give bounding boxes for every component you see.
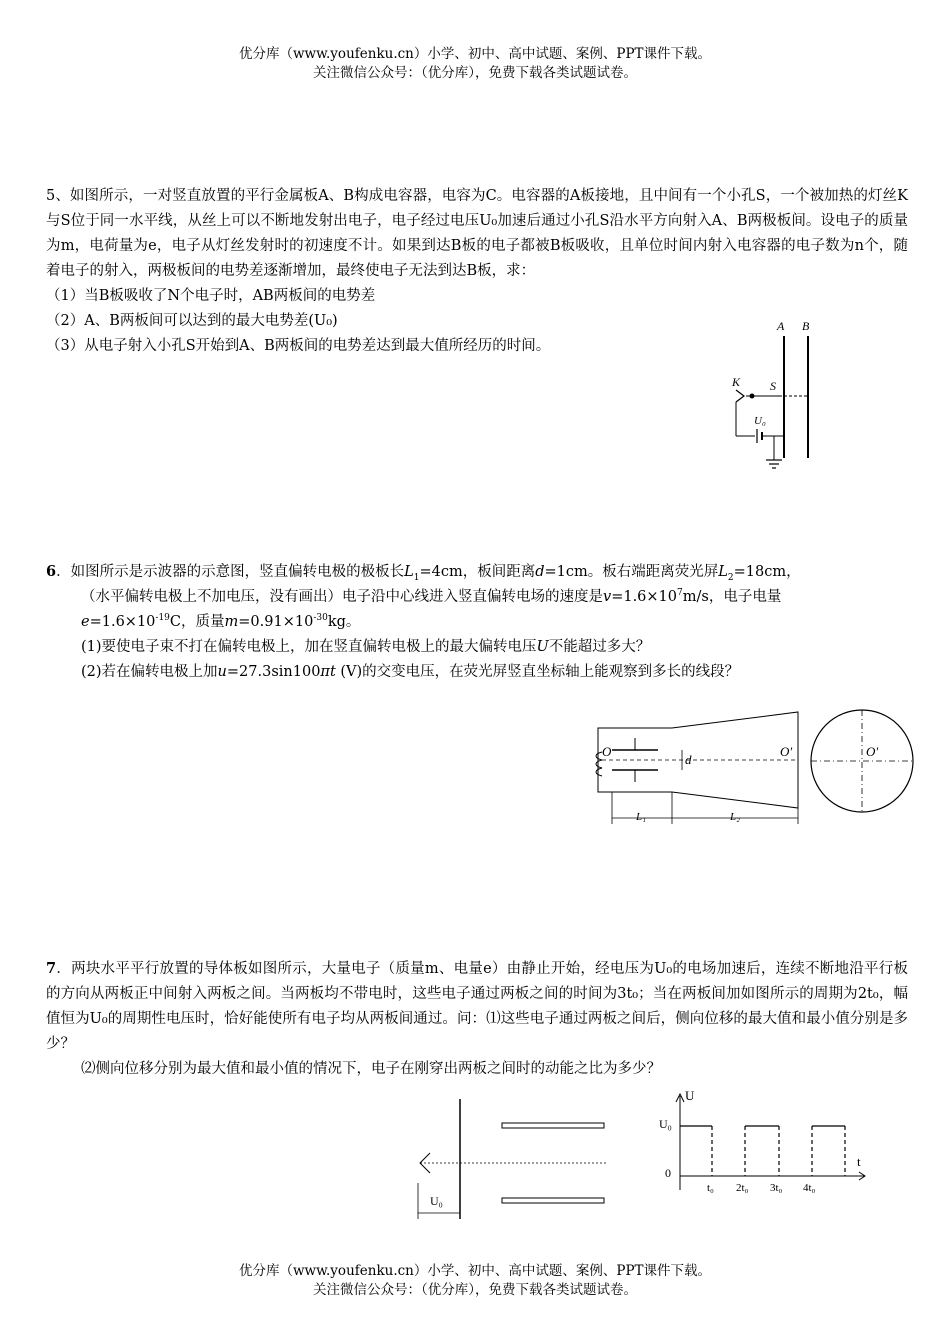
q6-label-l1: L₁	[636, 811, 646, 823]
q7-voltage-graph	[655, 1088, 870, 1200]
page-header	[0, 45, 950, 83]
q5-label-b: B	[802, 319, 810, 333]
q6-sym-u-cap: U	[536, 639, 549, 655]
q6-sym-pi-t: πt	[320, 664, 336, 680]
q5-capacitor-figure	[722, 318, 822, 483]
q6-exp-m: -30	[313, 613, 328, 624]
q6-exp-v: 7	[677, 588, 683, 599]
q7-plates-figure	[410, 1095, 610, 1225]
q7-tick-3: 3t₀	[770, 1182, 783, 1194]
q6-text-1: ．如图所示是示波器的示意图，竖直偏转电极的极板长	[56, 564, 405, 580]
q7-top-plate	[502, 1123, 604, 1128]
q5-part-2: （2）A、B两板间可以达到的最大电势差(U₀)	[46, 313, 338, 329]
q7-intro	[46, 956, 908, 1057]
q5-part-3: （3）从电子射入小孔S开始到A、B两板间的电势差达到最大值所经历的时间。	[46, 338, 551, 354]
header-line-1: 优分库（www.youfenku.cn）小学、初中、高中试题、案例、PPT课件下载。	[238, 46, 712, 62]
q6-part-2-text-b: =27.3sin100	[226, 664, 321, 680]
q6-tube-outline	[598, 712, 798, 808]
q6-label-o-prime-screen: O′	[866, 744, 879, 759]
q7-tick-4: 4t₀	[803, 1182, 816, 1194]
q6-label-o-prime-tube: O′	[780, 744, 793, 759]
q5-filament-k	[736, 390, 744, 402]
q5-label-a: A	[777, 319, 785, 333]
q6-sym-d: d	[535, 564, 545, 580]
q7-axis-y-label: U	[685, 1088, 695, 1103]
q7-y-level-label: U₀	[659, 1117, 672, 1131]
q6-sub-l1: 1	[413, 572, 420, 583]
q5-part-1: （1）当B板吸收了N个电子时，AB两板间的电势差	[46, 288, 376, 304]
q6-text-3: =1cm。板右端距离荧光屏	[544, 564, 719, 580]
q6-text-8: =1.6×10	[89, 614, 156, 630]
q6-part-2-text-c: (V)的交变电压，在荧光屏竖直坐标轴上能观察到多长的线段？	[335, 664, 740, 680]
q6-part-1	[46, 635, 908, 660]
q6-text-2: =4cm，板间距离	[419, 564, 536, 580]
q6-text-10: =0.91×10	[238, 614, 314, 630]
q7-square-wave-edges	[712, 1126, 845, 1176]
q6-part-1-text-a: (1)要使电子束不打在偏转电极上，加在竖直偏转电极上的最大偏转电压	[81, 639, 537, 655]
q7-axis-x-label: t	[857, 1154, 861, 1169]
q7-intro-text: ．两块水平平行放置的导体板如图所示，大量电子（质量m、电量e）由静止开始，经电压为U₀的电场加速后，连续不断地沿平行板的方向从两板正中间射入两板之间。当两板均不带电时，这些电子通过两板之间的时间为3t₀；当在两板间加如图所示的周期为2t₀，幅值恒为U₀的周期性电压时，恰好能使所有电子均从两板间通过。问：⑴这些电子通过两板之间后，侧向位移的最大值和最小值分别是多少？	[46, 961, 908, 1052]
q6-line-3	[46, 610, 908, 635]
q6-text-5: （水平偏转电极上不加电压，没有画出）电子沿中心线进入竖直偏转电场的速度是	[81, 589, 603, 605]
q5-intro: 5、如图所示，一对竖直放置的平行金属板A、B构成电容器，电容为C。电容器的A板接地，且中间有一个小孔S，一个被加热的灯丝K与S位于同一水平线，从丝上可以不断地发射出电子，电子经过电压U₀加速后通过小孔S沿水平方向射入A、B两极板间。设电子的质量为m，电荷量为e，电子从灯丝发射时的初速度不计。如果到达B板的电子都被B板吸收，且单位时间内射入电容器的电子数为n个，随着电子的射入，两极板间的电势差逐渐增加，最终使电子无法到达B板，求：	[46, 188, 908, 279]
q7-part-2: ⑵侧向位移分别为最大值和最小值的情况下，电子在刚穿出两板之间时的动能之比为多少？	[81, 1061, 661, 1077]
q6-sym-v: v	[603, 589, 612, 605]
q6-part-1-text-b: 不能超过多大？	[548, 639, 651, 655]
q6-label-o: O	[602, 744, 612, 759]
q6-sym-l2: L	[718, 564, 728, 580]
q6-label-l2: L₂	[730, 811, 740, 823]
q6-number: 6	[46, 563, 57, 580]
footer-line-1: 优分库（www.youfenku.cn）小学、初中、高中试题、案例、PPT课件下载。	[238, 1263, 712, 1279]
q5-label-u0: U₀	[754, 415, 766, 427]
q6-part-2	[46, 660, 908, 685]
q6-text-4: =18cm，	[733, 564, 801, 580]
q6-sym-e: e	[81, 614, 90, 630]
q7-tick-1: t₀	[707, 1182, 714, 1194]
q6-line-1	[46, 559, 908, 585]
q5-label-s: S	[770, 379, 776, 393]
q6-oscilloscope-figure	[590, 708, 920, 828]
q7-bottom-plate	[502, 1198, 604, 1203]
q7-label-u0: U₀	[430, 1194, 443, 1208]
q6-sym-l1: L	[404, 564, 414, 580]
q6-exp-e: -19	[155, 613, 170, 624]
question-6	[46, 559, 908, 685]
q6-text-9: C，质量	[169, 614, 225, 630]
q7-number: 7	[46, 960, 57, 977]
q6-text-11: kg。	[327, 614, 361, 630]
q7-origin-label: 0	[665, 1166, 671, 1180]
q7-tick-2: 2t₀	[736, 1182, 749, 1194]
q6-text-7: m/s，电子电量	[682, 589, 782, 605]
q6-sym-u: u	[217, 664, 227, 680]
q6-text-6: =1.6×10	[611, 589, 678, 605]
question-7	[46, 956, 908, 1082]
q6-sym-m: m	[224, 614, 239, 630]
q6-part-2-text-a: (2)若在偏转电极上加	[81, 664, 218, 680]
page-footer	[0, 1262, 950, 1300]
footer-line-2: 关注微信公众号：（优分库），免费下载各类试题试卷。	[313, 1282, 637, 1298]
header-line-2: 关注微信公众号：（优分库），免费下载各类试题试卷。	[313, 65, 637, 81]
q5-label-k: K	[732, 375, 741, 389]
q6-label-d: d	[685, 752, 692, 767]
q6-sub-l2: 2	[727, 572, 734, 583]
q6-line-2	[46, 585, 908, 610]
